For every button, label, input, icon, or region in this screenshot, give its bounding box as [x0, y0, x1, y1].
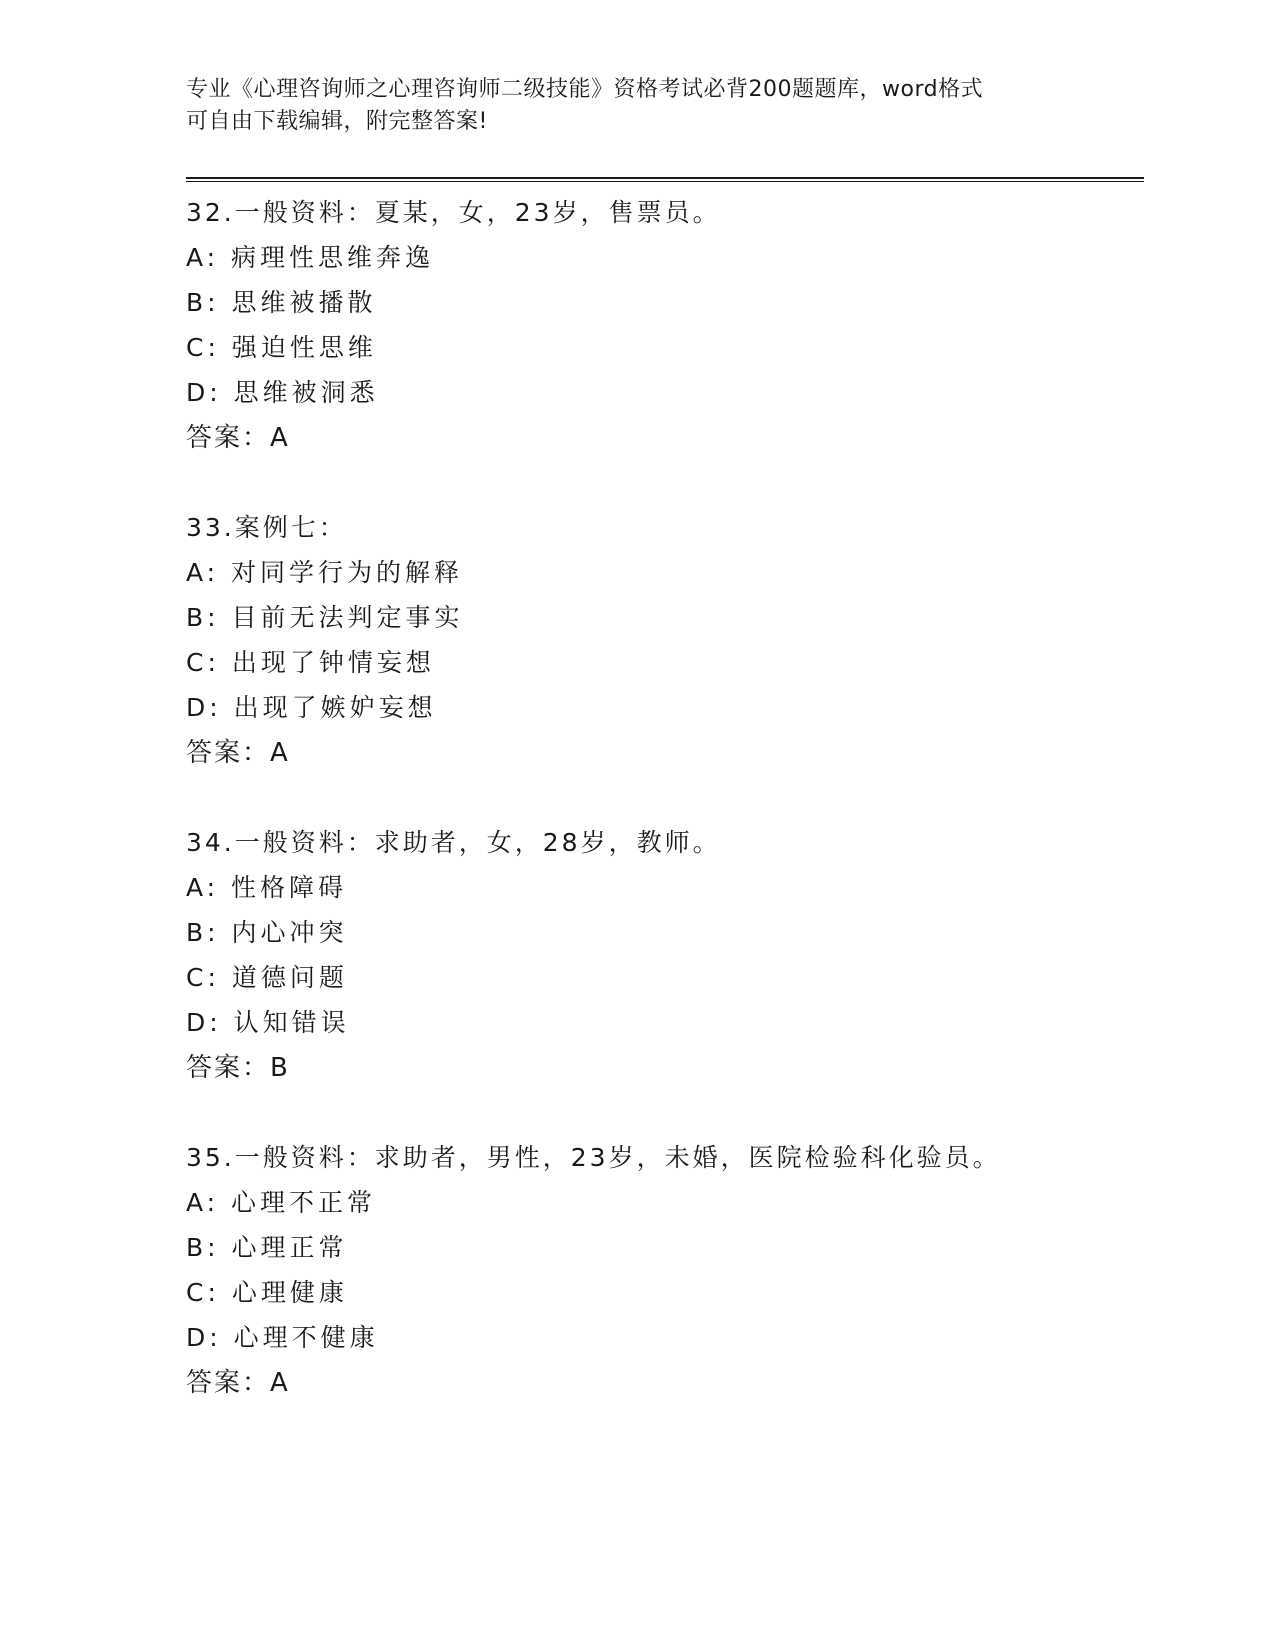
option-d: D: 心理不健康	[186, 1323, 379, 1352]
question-32	[186, 190, 1146, 461]
question-34	[186, 820, 1146, 1091]
option-b: B: 心理正常	[186, 1233, 348, 1262]
answer-label: 答案：	[186, 1368, 271, 1398]
option-b: B: 目前无法判定事实	[186, 603, 464, 632]
header-title-line-1: 专业《心理咨询师之心理咨询师二级技能》资格考试必背200题题库，word格式	[186, 77, 984, 102]
question-35	[186, 1135, 1146, 1406]
answer-line	[186, 1360, 1146, 1406]
answer-value: A	[270, 738, 289, 768]
question-stem: 34.一般资料：求助者，女，28岁，教师。	[186, 828, 721, 857]
option-c: C: 心理健康	[186, 1278, 348, 1307]
option-b: B: 思维被播散	[186, 288, 377, 317]
question-list	[186, 190, 1146, 1450]
option-d: D: 认知错误	[186, 1008, 350, 1037]
answer-label: 答案：	[186, 738, 271, 768]
question-stem: 32.一般资料：夏某，女，23岁，售票员。	[186, 198, 721, 227]
option-b: B: 内心冲突	[186, 918, 348, 947]
header-title-line-2: 可自由下载编辑，附完整答案!	[186, 109, 488, 134]
answer-line	[186, 1045, 1146, 1091]
option-d: D: 出现了嫉妒妄想	[186, 693, 437, 722]
option-c: C: 道德问题	[186, 963, 348, 992]
option-c: C: 强迫性思维	[186, 333, 377, 362]
header-divider-thick	[186, 177, 1144, 179]
option-d: D: 思维被洞悉	[186, 378, 379, 407]
header-divider-thin	[186, 181, 1144, 182]
answer-value: B	[270, 1053, 289, 1083]
option-a: A: 性格障碍	[186, 873, 348, 902]
option-a: A: 病理性思维奔逸	[186, 243, 435, 272]
option-a: A: 对同学行为的解释	[186, 558, 464, 587]
answer-value: A	[270, 1368, 289, 1398]
document-header	[186, 74, 1066, 138]
question-stem: 33.案例七：	[186, 513, 347, 542]
option-a: A: 心理不正常	[186, 1188, 377, 1217]
question-stem: 35.一般资料：求助者，男性，23岁，未婚，医院检验科化验员。	[186, 1143, 1001, 1172]
answer-line	[186, 415, 1146, 461]
answer-label: 答案：	[186, 1053, 271, 1083]
answer-value: A	[270, 423, 289, 453]
answer-line	[186, 730, 1146, 776]
option-c: C: 出现了钟情妄想	[186, 648, 435, 677]
answer-label: 答案：	[186, 423, 271, 453]
question-33	[186, 505, 1146, 776]
